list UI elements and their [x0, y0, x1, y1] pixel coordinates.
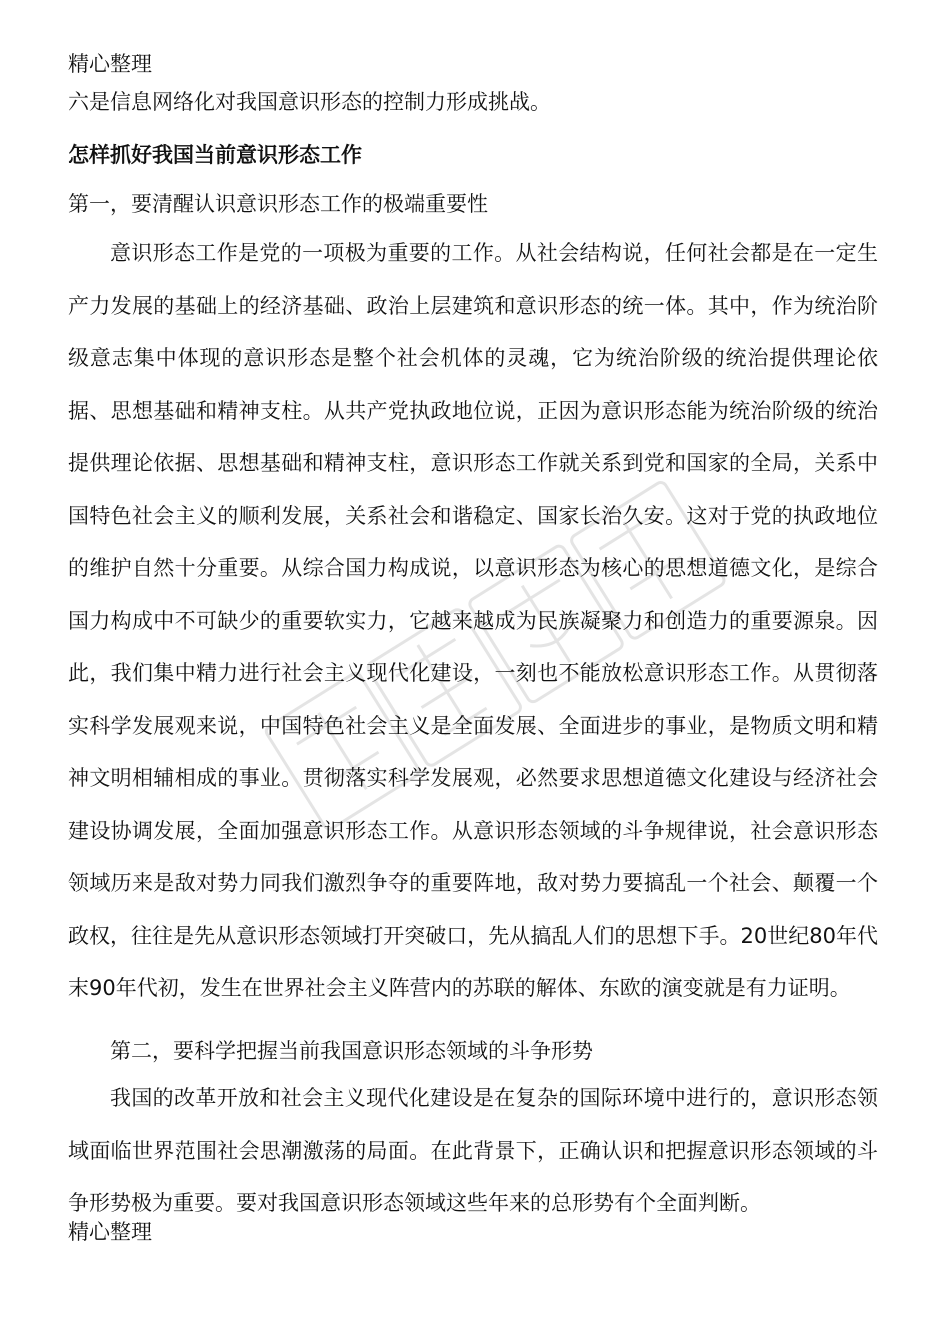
section-title: 怎样抓好我国当前意识形态工作 [68, 143, 362, 167]
point-one-heading: 第一，要清醒认识意识形态工作的极端重要性 [68, 192, 488, 216]
intro-line: 六是信息网络化对我国意识形态的控制力形成挑战。 [68, 90, 551, 114]
point-two-heading: 第二，要科学把握当前我国意识形态领域的斗争形势 [110, 1039, 593, 1063]
page-footer: 精心整理 [68, 1220, 152, 1244]
page-header: 精心整理 [68, 52, 152, 76]
point-two-body: 我国的改革开放和社会主义现代化建设是在复杂的国际环境中进行的，意识形态领域面临世界范围社会思潮激荡的局面。在此背景下，正确认识和把握意识形态领域的斗争形势极为重要。要对我国意识形态领域这些年来的总形势有个全面判断。 [68, 1086, 878, 1215]
point-one-body: 意识形态工作是党的一项极为重要的工作。从社会结构说，任何社会都是在一定生产力发展的基础上的经济基础、政治上层建筑和意识形态的统一体。其中，作为统治阶级意志集中体现的意识形态是整个社会机体的灵魂，它为统治阶级的统治提供理论依据、思想基础和精神支柱。从共产党执政地位说，正因为意识形态能为统治阶级的统治提供理论依据、思想基础和精神支柱，意识形态工作就关系到党和国家的全局，关系中国特色社会主义的顺利发展，关系社会和谐稳定、国家长治久安。这对于党的执政地位的维护自然十分重要。从综合国力构成说，以意识形态为核心的思想道德文化，是综合国力构成中不可缺少的重要软实力，它越来越成为民族凝聚力和创造力的重要源泉。因此，我们集中精力进行社会主义现代化建设，一刻也不能放松意识形态工作。从贯彻落实科学发展观来说，中国特色社会主义是全面发展、全面进步的事业，是物质文明和精神文明相辅相成的事业。贯彻落实科学发展观，必然要求思想道德文化建设与经济社会建设协调发展，全面加强意识形态工作。从意识形态领域的斗争规律说，社会意识形态领域历来是敌对势力同我们激烈争夺的重要阵地，敌对势力要搞乱一个社会、颠覆一个政权，往往是先从意识形态领域打开突破口，先从搞乱人们的思想下手。20世纪80年代末90年代初，发生在世界社会主义阵营内的苏联的解体、东欧的演变就是有力证明。 [68, 241, 878, 1000]
